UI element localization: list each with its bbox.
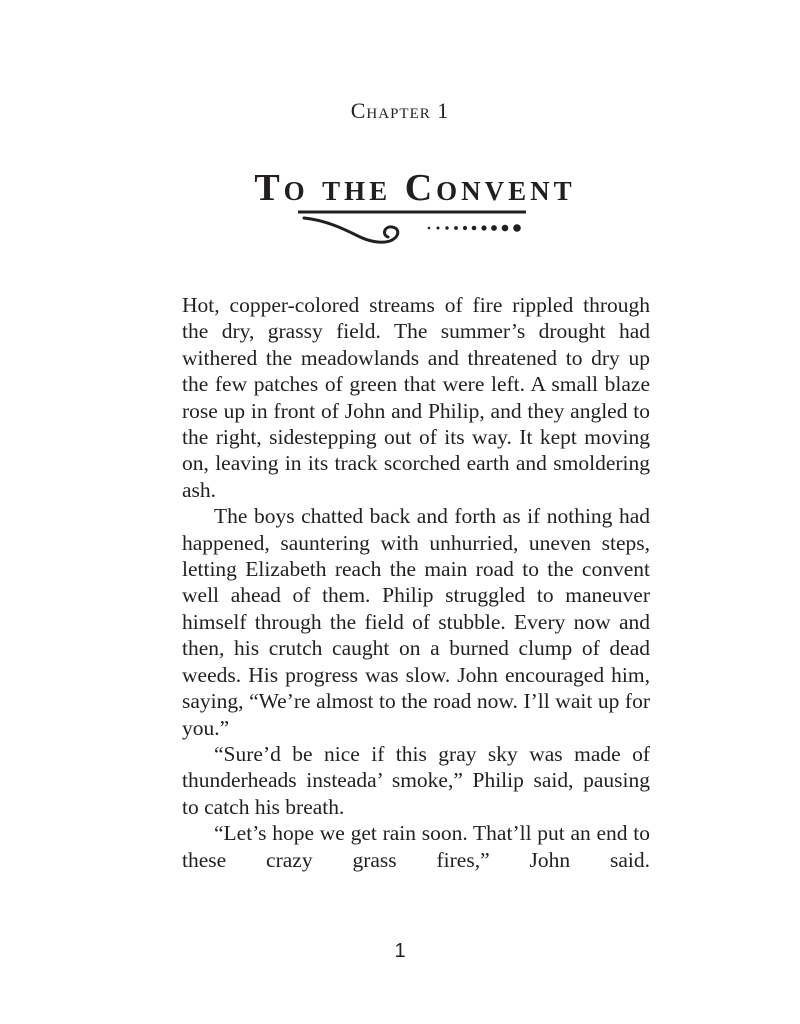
chapter-body: [182, 292, 650, 873]
paragraph: Hot, copper-colored streams of fire rippled through the dry, grassy field. The summer’s drought had withered the meadowlands and threatened to dry up the few patches of green that were left. A small blaze rose up in front of John and Philip, and they angled to the right, sidestepping out of its way. It kept moving on, leaving in its track scorched earth and smoldering ash.: [182, 293, 650, 502]
paragraph: The boys chatted back and forth as if nothing had happened, sauntering with unhurried, uneven steps, letting Elizabeth reach the main road to the convent well ahead of them. Philip struggled to maneuver himself through the field of stubble. Every now and then, his crutch caught on a burned clump of dead weeds. His progress was slow. John encouraged him, saying, “We’re almost to the road now. I’ll wait up for you.”: [182, 504, 650, 740]
paragraph: “Let’s hope we get rain soon. That’ll put an end to these crazy grass fires,” John said.: [182, 821, 650, 872]
page-number: 1: [394, 940, 406, 962]
chapter-label: Chapter 1: [350, 98, 450, 123]
chapter-title: To the Convent: [254, 167, 576, 209]
scroll-flourish-divider-icon: [296, 208, 528, 252]
paragraph: “Sure’d be nice if this gray sky was made of thunderheads insteada’ smoke,” Philip said, pausing to catch his breath.: [182, 741, 650, 819]
